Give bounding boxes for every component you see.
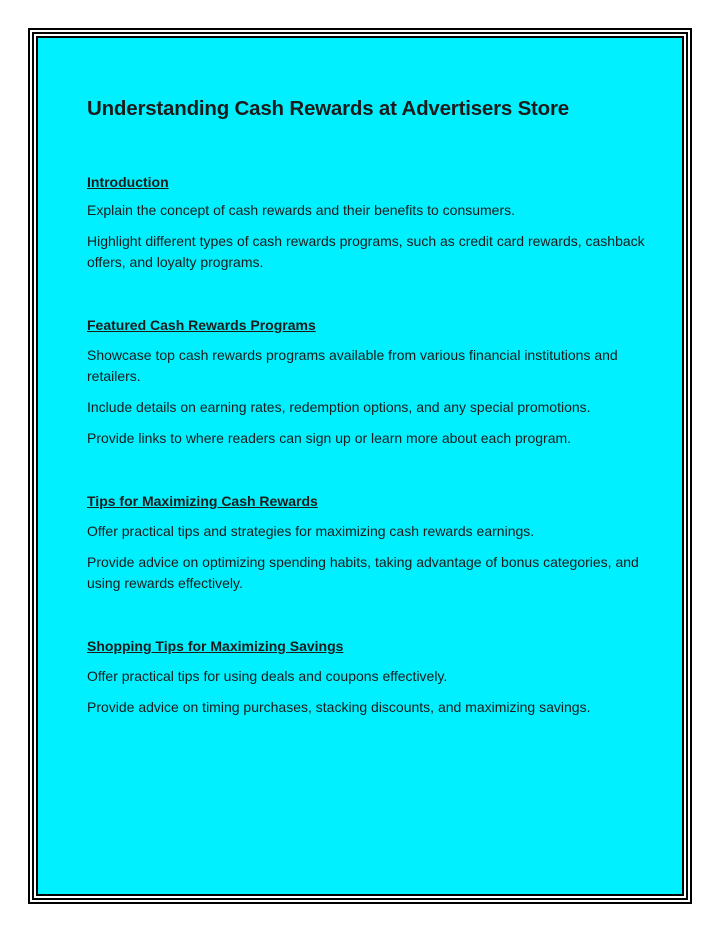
section-paragraph: Showcase top cash rewards programs available from various financial institutions and retailers. — [87, 347, 618, 384]
document-content — [87, 95, 647, 718]
section-tips-cash-rewards — [87, 491, 647, 594]
page-panel — [36, 36, 684, 896]
section-paragraph: Offer practical tips for using deals and coupons effectively. — [87, 668, 448, 684]
section-heading: Introduction — [87, 174, 169, 190]
page-title: Understanding Cash Rewards at Advertisers Store — [87, 97, 569, 120]
section-introduction — [87, 172, 647, 273]
section-heading: Featured Cash Rewards Programs — [87, 317, 316, 333]
section-paragraph: Provide advice on timing purchases, stacking discounts, and maximizing savings. — [87, 699, 591, 715]
page-border-middle — [32, 32, 688, 900]
section-paragraph: Offer practical tips and strategies for maximizing cash rewards earnings. — [87, 523, 535, 539]
section-paragraph: Include details on earning rates, redemption options, and any special promotions. — [87, 399, 591, 415]
section-paragraph: Highlight different types of cash rewards programs, such as credit card rewards, cashback offers, and loyalty programs. — [87, 233, 645, 270]
section-paragraph: Explain the concept of cash rewards and their benefits to consumers. — [87, 202, 516, 218]
section-paragraph: Provide advice on optimizing spending habits, taking advantage of bonus categories, and using rewards effectively. — [87, 554, 639, 591]
section-heading: Shopping Tips for Maximizing Savings — [87, 638, 344, 654]
section-featured-programs — [87, 315, 647, 449]
section-shopping-tips — [87, 636, 647, 718]
page-border-outer — [28, 28, 692, 904]
section-paragraph: Provide links to where readers can sign up or learn more about each program. — [87, 430, 572, 446]
section-heading: Tips for Maximizing Cash Rewards — [87, 493, 318, 509]
